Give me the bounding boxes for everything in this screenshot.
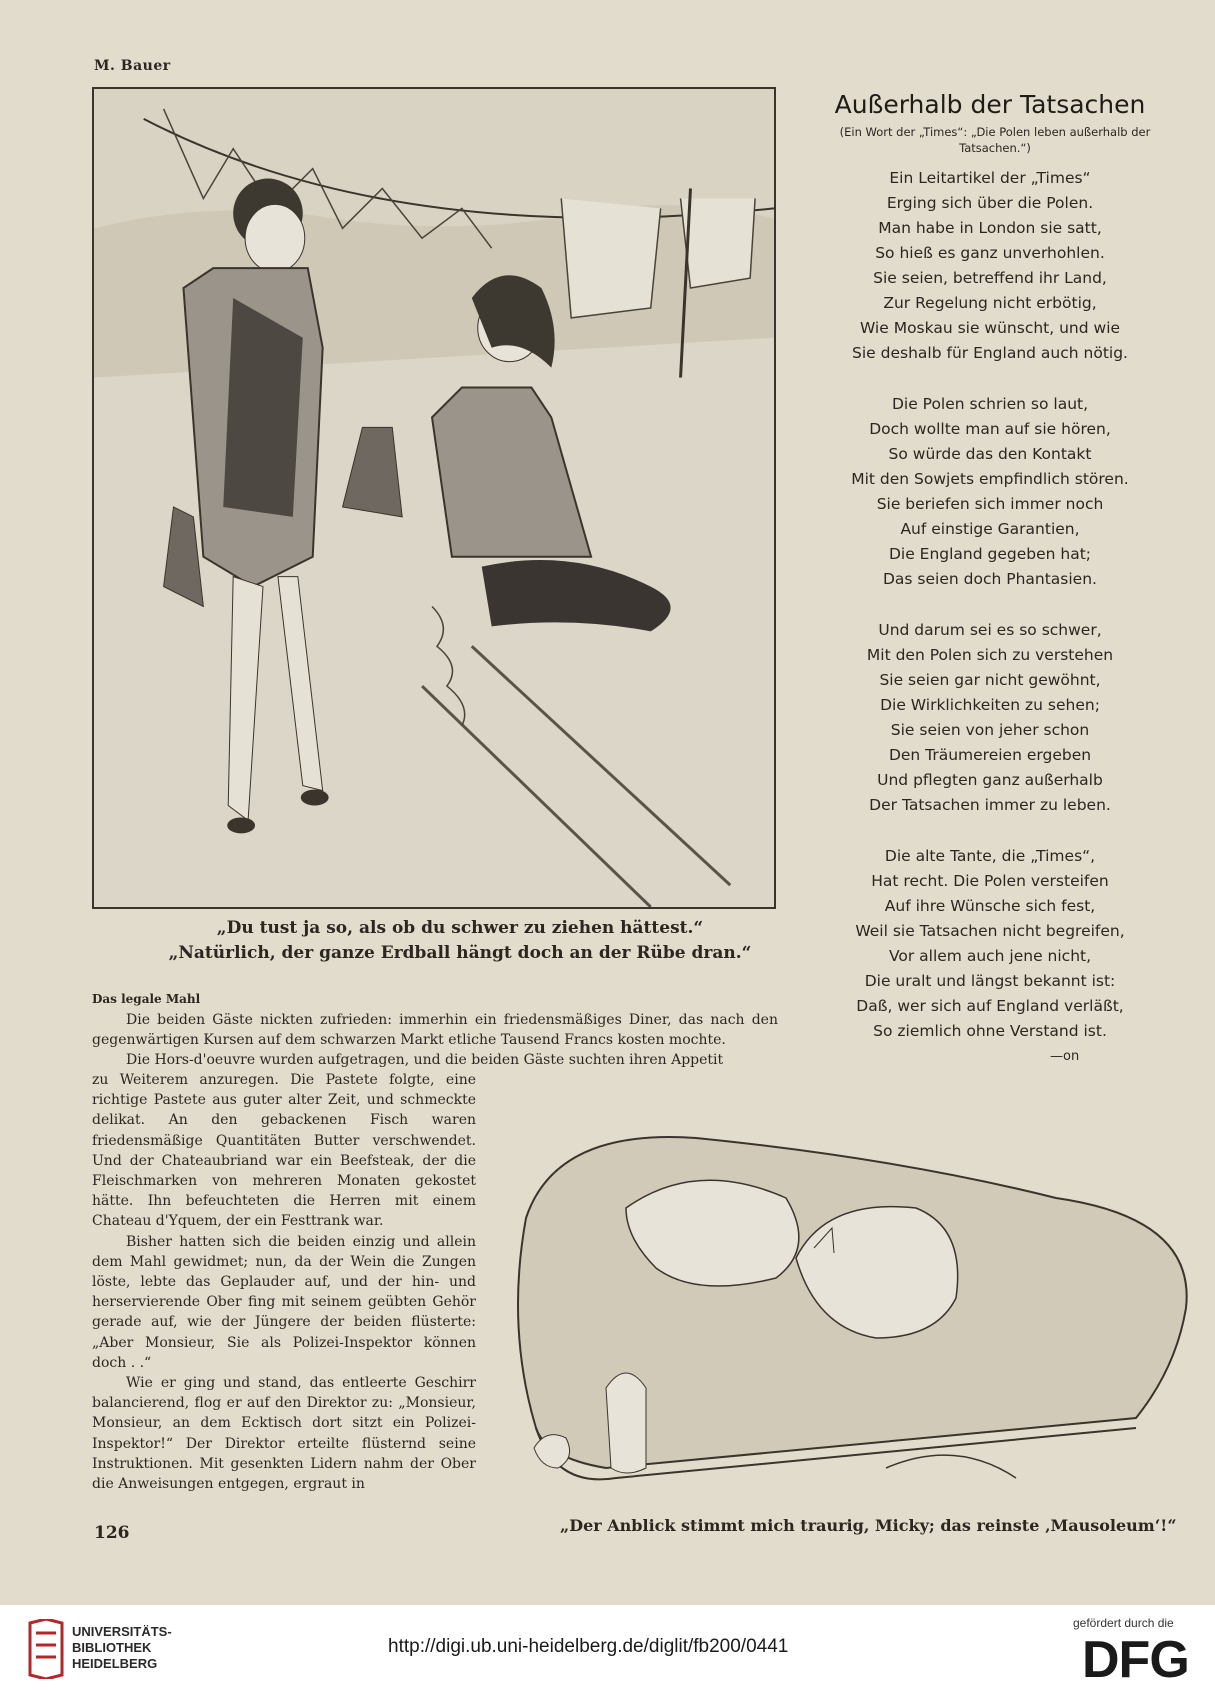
poem-line: Sie seien, betreffend ihr Land, xyxy=(873,269,1107,287)
caption-line: „Natürlich, der ganze Erdball hängt doch an der Rübe dran.“ xyxy=(168,943,752,963)
source-url-link[interactable]: http://digi.ub.uni-heidelberg.de/diglit/fb200/0441 xyxy=(388,1636,789,1657)
university-logo-icon xyxy=(26,1619,66,1679)
poem-line: Sie seien von jeher schon xyxy=(890,721,1090,739)
footer-bar xyxy=(0,1605,1215,1694)
poem-line: So würde das den Kontakt xyxy=(888,445,1092,463)
poem-line: Das seien doch Phantasien. xyxy=(883,570,1097,588)
stanza-gap xyxy=(790,366,1190,392)
poem-line: Weil sie Tatsachen nicht begreifen, xyxy=(855,922,1125,940)
article-paragraph: Die beiden Gäste nickten zufrieden: immerhin ein friedensmäßiges Diner, das nach den gegenwärtigen Kursen auf dem schwarzen Markt etliche Tausend Francs kosten mochte. xyxy=(92,1012,778,1049)
stanza-gap xyxy=(790,592,1190,618)
poem-line: Zur Regelung nicht erbötig, xyxy=(883,294,1097,312)
poem-line: Doch wollte man auf sie hören, xyxy=(869,420,1111,438)
poem-line: Die Polen schrien so laut, xyxy=(891,395,1089,413)
poem-line: Man habe in London sie satt, xyxy=(878,219,1102,237)
article-paragraph: zu Weiterem anzuregen. Die Pastete folgte, eine richtige Pastete aus guter alter Zeit, und schmeckte delikat. An den gebackenen Fisch waren friedensmäßige Quantitäten Butter verschwendet. Und der Chateaubriand war ein Beefsteak, der die Fleischmarken von mehreren Monaten gekostet hätte. Ihn befeuchteten die Herren mit einem Chateau d'Yquem, der ein Festtrank war. xyxy=(92,1072,476,1230)
poem-line: Und pflegten ganz außerhalb xyxy=(877,771,1103,789)
stanza-gap xyxy=(790,818,1190,844)
poem-subtitle-line: Tatsachen.“) xyxy=(959,141,1031,155)
poem-line: Auf ihre Wünsche sich fest, xyxy=(884,897,1096,915)
poem-line: So ziemlich ohne Verstand ist. xyxy=(873,1022,1107,1040)
dfg-logo: DFG xyxy=(1082,1631,1189,1689)
poem-line: Daß, wer sich auf England verläßt, xyxy=(856,997,1124,1015)
poem-signature: —on xyxy=(1050,1049,1080,1064)
university-logo-text xyxy=(72,1624,172,1672)
poem-line: Vor allem auch jene nicht, xyxy=(888,947,1092,965)
bottom-illustration-caption: „Der Anblick stimmt mich traurig, Micky; das reinste ‚Mausoleum‘!“ xyxy=(560,1516,1177,1535)
poem-line: Ein Leitartikel der „Times“ xyxy=(889,169,1091,187)
poem-line: Hat recht. Die Polen versteifen xyxy=(871,872,1109,890)
poem-line: Die alte Tante, die „Times“, xyxy=(884,847,1096,865)
poem-line: Mit den Polen sich zu verstehen xyxy=(866,646,1114,664)
poem-line: Die Wirklichkeiten zu sehen; xyxy=(880,696,1100,714)
poem-line: Der Tatsachen immer zu leben. xyxy=(869,796,1111,814)
logo-line: UNIVERSITÄTS- xyxy=(72,1624,172,1639)
poem-line: Die uralt und längst bekannt ist: xyxy=(864,972,1116,990)
poem-line: Erging sich über die Polen. xyxy=(886,194,1094,212)
poem-line: Und darum sei es so schwer, xyxy=(878,621,1102,639)
article-paragraph: Die Hors-d'oeuvre wurden aufgetragen, und die beiden Gäste suchten ihren Appetit xyxy=(126,1052,724,1069)
illustration-cat-sofa-mice xyxy=(496,1108,1208,1508)
article-paragraph: Wie er ging und stand, das entleerte Geschirr balancierend, flog er auf den Direktor zu: „Monsieur, Monsieur, an dem Ecktisch dort sitzt ein Polizei-Inspektor!“ Der Direktor erteilte flüsternd seine Instruktionen. Mit gesenkten Lidern nahm der Ober die Anweisungen entgegen, ergraut in xyxy=(92,1375,476,1493)
article-heading: Das legale Mahl xyxy=(92,992,201,1006)
poem-line: Sie beriefen sich immer noch xyxy=(876,495,1104,513)
poem-line: Mit den Sowjets empfindlich stören. xyxy=(851,470,1129,488)
illustration-two-women-carrots xyxy=(92,87,776,909)
poem-line: Die England gegeben hat; xyxy=(888,545,1092,563)
poem-line: Sie deshalb für England auch nötig. xyxy=(852,344,1128,362)
poem-title: Außerhalb der Tatsachen xyxy=(834,90,1146,119)
poem-line: Den Träumereien ergeben xyxy=(888,746,1092,764)
funded-by-label: gefördert durch die xyxy=(1073,1616,1174,1630)
poem-line: So hieß es ganz unverhohlen. xyxy=(875,244,1105,262)
logo-line: HEIDELBERG xyxy=(72,1656,158,1671)
poem-subtitle-line: (Ein Wort der „Times“: „Die Polen leben außerhalb der xyxy=(839,125,1151,139)
article-column-text xyxy=(92,1070,476,1494)
logo-line: BIBLIOTHEK xyxy=(72,1640,152,1655)
caption-line: „Du tust ja so, als ob du schwer zu ziehen hättest.“ xyxy=(216,918,704,938)
page-number: 126 xyxy=(94,1523,130,1543)
author-name: M. Bauer xyxy=(94,58,171,74)
article-wide-text xyxy=(92,1010,778,1071)
poem-line: Auf einstige Garantien, xyxy=(900,520,1080,538)
poem-body xyxy=(790,166,1190,1044)
top-illustration-caption xyxy=(150,916,770,966)
drawing-garden xyxy=(94,89,774,907)
poem-line: Wie Moskau sie wünscht, und wie xyxy=(859,319,1121,337)
drawing-sofa xyxy=(496,1108,1208,1508)
article-paragraph: Bisher hatten sich die beiden einzig und allein dem Mahl gewidmet; nun, da der Wein die Zungen löste, lebte das Geplauder auf, und der hin- und herservierende Ober fing mit seinem geübten Gehör gerade auf, wie der Jüngere der beiden flüsterte: „Aber Monsieur, Sie als Polizei-Inspektor können doch . .“ xyxy=(92,1233,476,1371)
poem-line: Sie seien gar nicht gewöhnt, xyxy=(879,671,1101,689)
poem-subtitle xyxy=(810,124,1180,156)
